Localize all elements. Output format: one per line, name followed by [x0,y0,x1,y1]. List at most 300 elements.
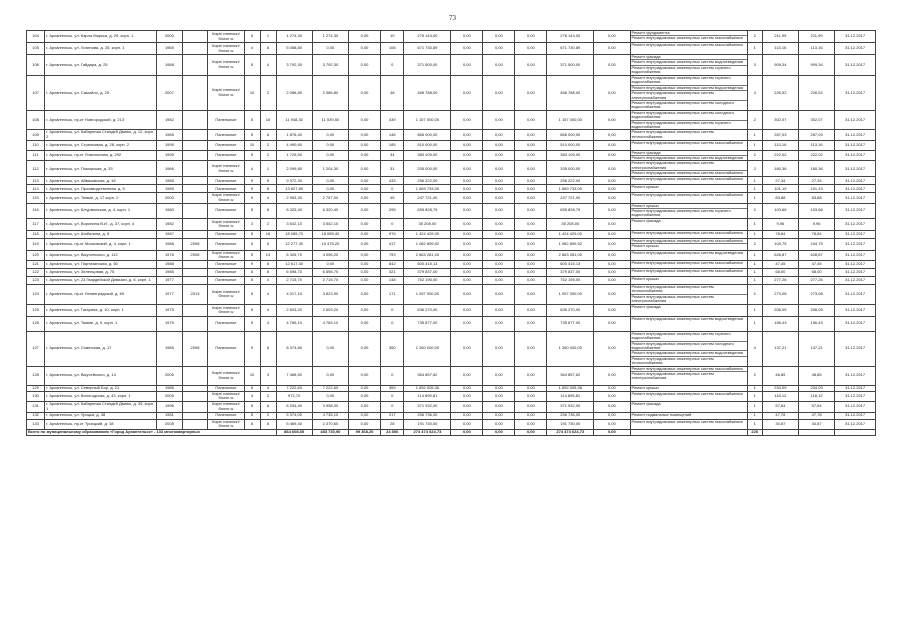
max-unit-cost-cell: 113,16 [798,140,834,150]
local-funds-cell: 0,00 [515,218,547,230]
completion-date-cell: 31.12.2017 [835,43,876,55]
max-unit-cost-cell: 57,64 [798,401,834,412]
entrances-cell: 4 [260,277,276,285]
address-cell: г. Архангельск, пр-кт Троицкий, д. 18 [45,419,157,429]
regional-funds-cell: 0,00 [483,31,515,43]
works-count-cell: 2 [747,110,762,130]
year-built-cell: 1982 [157,110,183,130]
owner-funds-cell: 1 260 000,00 [547,331,594,366]
floors-cell: 3 [244,218,260,230]
work-item: Ремонт фасада [631,401,661,406]
municipal-area-cell: 0,00 [349,261,381,269]
completion-date-cell: 31.12.2017 [835,385,876,391]
completion-date-cell: 31.12.2017 [835,150,876,161]
table-row [27,412,876,419]
regional-funds-cell: 0,00 [483,331,515,366]
other-funds-cell: 0,00 [594,130,630,140]
regional-funds-cell: 0,00 [483,177,515,185]
max-unit-cost-cell: 156,43 [798,316,834,331]
federal-funds-cell: 0,00 [451,193,483,203]
address-cell: г. Архангельск, ул. Вологодская, д. 43, корп. 1 [45,391,157,401]
total-cost-cell: 1 097 000,00 [404,285,451,305]
works-cell [630,412,747,419]
unit-cost-cell: 103,66 [762,203,798,218]
living-area-cell: 18 085,40 [312,230,348,238]
other-funds-cell: 0,00 [594,150,630,161]
residents-cell: 0 [381,316,404,331]
total-area-cell: 7 222,60 [276,385,312,391]
floors-cell: 4 [244,391,260,401]
local-funds-cell: 0,00 [515,269,547,277]
completion-date-cell: 31.12.2017 [835,261,876,269]
federal-funds-cell: 0,00 [451,238,483,250]
municipal-area-cell: 0,00 [349,43,381,55]
regional-funds-cell: 0,00 [483,130,515,140]
owner-funds-cell: 35 208,00 [547,218,594,230]
address-cell: г. Архангельск, ул. Советская, д. 17 [45,331,157,366]
regional-funds-cell: 0,00 [483,161,515,177]
unit-cost-cell: 101,19 [762,185,798,193]
completion-date-cell: 31.12.2017 [835,250,876,260]
completion-date-cell: 31.12.2017 [835,140,876,150]
works-cell [630,261,747,269]
max-unit-cost-cell: 78,84 [798,230,834,238]
total-area-cell: 18 085,70 [276,230,312,238]
regional-funds-cell: 0,00 [483,55,515,76]
work-item: Ремонт внутридомовых инженерных систем горячего водоснабжения [631,119,731,130]
federal-funds-cell: 0,00 [451,55,483,76]
total-cost-cell: 510 000,00 [404,140,451,150]
municipal-area-cell: 0,00 [349,331,381,366]
address-cell: г. Архангельск, ул. Кабарпная Стандей Двины, д. 12, корп. 2 [45,130,157,140]
municipal-area-cell: 0,00 [349,419,381,429]
work-item: Ремонт внутридомовых инженерных систем теплоснабжения [631,285,747,295]
municipal-area-cell: 0,00 [349,285,381,305]
other-funds-cell: 0,00 [594,316,630,331]
total-cost-cell: 671 730,89 [404,43,451,55]
works-cell [630,161,747,177]
regional-funds-cell: 0,00 [483,150,515,161]
floors-cell: 5 [244,304,260,316]
owner-funds-cell: 379 837,00 [547,269,594,277]
residents-cell: 0 [381,304,404,316]
entrances-cell: 16 [260,230,276,238]
residents-cell: 45 [381,193,404,203]
completion-date-cell: 31.12.2017 [835,366,876,385]
local-funds-cell: 0,00 [515,385,547,391]
unit-cost-cell: 9,96 [762,218,798,230]
floors-cell: 5 [244,31,260,43]
year-commissioned-cell [182,161,208,177]
works-count-cell: 1 [747,250,762,260]
row-number-cell: 116 [27,203,45,218]
total-area-cell: 13 827,80 [276,185,312,193]
address-cell: г. Архангельск, ул. Шабалина, д. 8 [45,230,157,238]
residents-cell: 48 [381,76,404,111]
table-row [27,161,876,177]
municipal-area-cell: 0,00 [349,177,381,185]
unit-cost-cell: 277,26 [762,277,798,285]
owner-funds-cell: 114 895,81 [547,391,594,401]
other-funds-cell: 0,00 [594,304,630,316]
unit-cost-cell: 211,99 [762,31,798,43]
local-funds-cell: 0,00 [515,110,547,130]
total-cost-cell: 1 082 899,52 [404,238,451,250]
year-built-cell: 1982 [157,218,183,230]
wall-material-cell: Кирп/ панельн/блочн ы [208,391,244,401]
address-cell: г. Архангельск, ул. Тимме, д. 17 корп. 2 [45,193,157,203]
owner-funds-cell: 191 730,00 [547,419,594,429]
unit-cost-cell: 628,87 [762,250,798,260]
row-number-cell: 114 [27,185,45,193]
other-funds-cell: 0,00 [594,230,630,238]
entrances-cell: 4 [260,385,276,391]
other-funds-cell: 0,00 [594,161,630,177]
works-count-cell: 4 [747,331,762,366]
living-area-cell: 2 757,00 [312,193,348,203]
works-cell [630,130,747,140]
total-area-cell: 5 088,80 [276,43,312,55]
work-item: Ремонт внутридомовых инженерных систем газоснабжения [631,367,747,372]
year-built-cell: 1977 [157,285,183,305]
other-funds-cell: 0,00 [594,250,630,260]
total-local-cell: 0,00 [515,429,547,435]
table-row [27,366,876,385]
entrances-cell: 6 [260,203,276,218]
owner-funds-cell: 866 000,00 [547,130,594,140]
year-built-cell: 1995 [157,140,183,150]
row-number-cell: 107 [27,76,45,111]
other-funds-cell: 0,00 [594,277,630,285]
living-area-cell: 2 086,80 [312,76,348,111]
owner-funds-cell: 1 424 429,00 [547,230,594,238]
wall-material-cell: Панельные [208,110,244,130]
entrances-cell: 1 [260,161,276,177]
owner-funds-cell: 636 270,00 [547,304,594,316]
row-number-cell: 104 [27,31,45,43]
year-built-cell: 1975 [157,304,183,316]
living-area-cell: 10 475,20 [312,238,348,250]
works-count-cell: 2 [747,203,762,218]
completion-date-cell: 31.12.2017 [835,277,876,285]
floors-cell: 4 [244,161,260,177]
living-area-cell: 3 823,90 [312,285,348,305]
work-item: Ремонт внутридомовых инженерных систем теплоснабжения [631,355,714,366]
work-item: Ремонт крыши [631,276,659,282]
row-number-cell: 129 [27,385,45,391]
entrances-cell: 6 [260,419,276,429]
address-cell: г. Архангельск, ул. Гайдара, д. 25 [45,55,157,76]
regional-funds-cell: 0,00 [483,218,515,230]
max-unit-cost-cell: 103,66 [798,203,834,218]
regional-funds-cell: 0,00 [483,140,515,150]
total-area-cell: 864 608,65 [276,429,312,435]
year-commissioned-cell [182,401,208,412]
housing-repair-table [26,30,876,436]
municipal-area-cell: 0,00 [349,203,381,218]
works-count-cell: 1 [747,261,762,269]
owner-funds-cell: 371 500,00 [547,55,594,76]
floors-cell: 5 [244,401,260,412]
living-area-cell: 1 204,30 [312,161,348,177]
floors-cell: 5 [244,55,260,76]
owner-funds-cell: 510 000,00 [547,140,594,150]
unit-cost-cell: 156,43 [762,316,798,331]
regional-funds-cell: 0,00 [483,269,515,277]
row-number-cell: 110 [27,140,45,150]
works-cell [630,177,747,185]
federal-funds-cell: 0,00 [451,150,483,161]
regional-funds-cell: 0,00 [483,385,515,391]
local-funds-cell: 0,00 [515,285,547,305]
year-commissioned-cell: 2013 [182,285,208,305]
local-funds-cell: 0,00 [515,55,547,76]
federal-funds-cell: 0,00 [451,76,483,111]
work-item: Ремонт внутридомовых инженерных систем водоотведения [631,351,747,356]
municipal-area-cell: 0,00 [349,277,381,285]
residents-cell: 842 [381,261,404,269]
address-cell: г. Архангельск, ул. Кабарпная Стандей Двины, д. 39, корп. 1 [45,401,157,412]
work-item: Ремонт фасада [631,55,747,60]
works-cell [630,391,747,401]
other-funds-cell: 0,00 [594,366,630,385]
unit-cost-cell: 118,12 [762,391,798,401]
year-built-cell: 1977 [157,277,183,285]
max-unit-cost-cell: 83,88 [798,193,834,203]
unit-cost-cell: 57,64 [762,401,798,412]
entrances-cell: 2 [260,150,276,161]
work-item: Ремонт крыши [631,184,659,190]
municipal-area-cell: 0,00 [349,150,381,161]
year-commissioned-cell [182,110,208,130]
works-cell [630,230,747,238]
total-area-cell: 3 792,30 [276,55,312,76]
floors-cell: 10 [244,140,260,150]
table-row [27,238,876,250]
max-unit-cost-cell: 302,07 [798,110,834,130]
completion-date-cell: 31.12.2017 [835,193,876,203]
work-item: Ремонт внутридомовых инженерных систем электроснабжения [631,91,747,101]
year-commissioned-cell [182,261,208,269]
work-item: Ремонт внутридомовых инженерных систем холодного водоснабжения [631,342,747,352]
wall-material-cell: Панельные [208,412,244,419]
work-item: Ремонт фасада [631,304,661,309]
works-cell [630,43,747,55]
completion-date-cell: 31.12.2017 [835,110,876,130]
total-owner-cell: 274 474 624,73 [547,429,594,435]
total-cost-cell: 636 270,00 [404,304,451,316]
residents-cell: 10 [381,31,404,43]
address-cell: г. Архангельск, ул. Зеленцовая, д. 75 [45,269,157,277]
year-built-cell: 1985 [157,269,183,277]
entrances-cell: 6 [260,401,276,412]
works-count-cell: 1 [747,277,762,285]
federal-funds-cell: 0,00 [451,285,483,305]
total-works-count-cell: 226 [747,429,762,435]
floors-cell: 5 [244,316,260,331]
floors-cell: 5 [244,385,260,391]
total-cost-cell: 2 663 281,00 [404,250,451,260]
living-area-cell: 4 765,10 [312,316,348,331]
total-cost-cell: 383 109,00 [404,150,451,161]
works-cell [630,366,747,385]
table-row [27,76,876,111]
local-funds-cell: 0,00 [515,250,547,260]
work-item: Ремонт внутридомовых инженерных систем холодного водоснабжения [631,111,747,121]
floors-cell: 5 [244,130,260,140]
year-commissioned-cell [182,230,208,238]
owner-funds-cell: 2 663 281,00 [547,250,594,260]
address-cell: г. Архангельск, ул. Логинова, д. 25, корп. 1 [45,43,157,55]
works-cell [630,316,747,331]
year-built-cell: 1996 [157,401,183,412]
row-number-cell: 113 [27,177,45,185]
max-unit-cost-cell: 9,96 [798,218,834,230]
entrances-cell: 13 [260,250,276,260]
row-number-cell: 119 [27,238,45,250]
year-commissioned-cell [182,140,208,150]
regional-funds-cell: 0,00 [483,238,515,250]
regional-funds-cell: 0,00 [483,43,515,55]
wall-material-cell: Панельные [208,261,244,269]
table-row [27,304,876,316]
works-count-cell: 1 [747,218,762,230]
total-cost-cell: 371 932,00 [404,401,451,412]
municipal-area-cell: 0,00 [349,250,381,260]
local-funds-cell: 0,00 [515,193,547,203]
residents-cell: 185 [381,140,404,150]
unit-cost-cell: 267,03 [762,130,798,140]
federal-funds-cell: 0,00 [451,110,483,130]
total-cost-cell: 371 500,00 [404,55,451,76]
federal-funds-cell: 0,00 [451,203,483,218]
row-number-cell: 123 [27,277,45,285]
other-funds-cell: 0,00 [594,76,630,111]
completion-date-cell: 31.12.2017 [835,285,876,305]
entrances-cell: 2 [260,218,276,230]
residents-cell: 148 [381,277,404,285]
table-row [27,316,876,331]
total-empty-cell [762,429,798,435]
owner-funds-cell: 1 082 899,52 [547,238,594,250]
living-area-cell: 3 792,30 [312,55,348,76]
unit-cost-cell: 160,36 [762,161,798,177]
floors-cell: 9 [244,185,260,193]
regional-funds-cell: 0,00 [483,304,515,316]
works-cell [630,193,747,203]
total-area-cell: 972,70 [276,391,312,401]
wall-material-cell: Панельные [208,331,244,366]
max-unit-cost-cell: 48,85 [798,366,834,385]
living-area-cell: 0,00 [312,185,348,193]
total-cost-cell: 735 877,00 [404,316,451,331]
total-area-cell: 6 598,70 [276,269,312,277]
other-funds-cell: 0,00 [594,218,630,230]
federal-funds-cell: 0,00 [451,177,483,185]
row-number-cell: 117 [27,218,45,230]
entrances-cell: 2 [260,140,276,150]
wall-material-cell: Кирп/ панельн/блочн ы [208,366,244,385]
total-residents-cell: 24 806 [381,429,404,435]
other-funds-cell: 0,00 [594,391,630,401]
completion-date-cell: 31.12.2017 [835,304,876,316]
row-number-cell: 126 [27,316,45,331]
unit-cost-cell: 78,84 [762,230,798,238]
living-area-cell: 1 274,30 [312,31,348,43]
floors-cell: 5 [244,285,260,305]
row-number-cell: 118 [27,230,45,238]
municipal-area-cell: 0,00 [349,185,381,193]
federal-funds-cell: 0,00 [451,331,483,366]
wall-material-cell: Панельные [208,185,244,193]
year-built-cell: 2000 [157,31,183,43]
row-number-cell: 122 [27,269,45,277]
municipal-area-cell: 0,00 [349,316,381,331]
living-area-cell: 2 715,70 [312,277,348,285]
table-row [27,31,876,43]
federal-funds-cell: 0,00 [451,366,483,385]
max-unit-cost-cell: 68,00 [798,269,834,277]
living-area-cell: 0,00 [312,261,348,269]
living-area-cell: 7 222,60 [312,385,348,391]
max-unit-cost-cell: 277,26 [798,277,834,285]
works-cell [630,285,747,305]
floors-cell: 4 [244,43,260,55]
max-unit-cost-cell: 47,78 [798,412,834,419]
owner-funds-cell: 671 730,89 [547,43,594,55]
total-area-cell: 1 274,30 [276,31,312,43]
works-cell [630,304,747,316]
local-funds-cell: 0,00 [515,277,547,285]
work-item: Ремонт внутридомовых инженерных систем водоотведения [631,155,744,161]
work-item: Ремонт внутридомовых инженерных систем теплоснабжения [631,129,714,139]
total-cost-cell: 1 157 000,00 [404,110,451,130]
floors-cell: 10 [244,76,260,111]
unit-cost-cell: 909,34 [762,55,798,76]
year-commissioned-cell [182,193,208,203]
municipal-area-cell: 0,00 [349,193,381,203]
residents-cell: 146 [381,130,404,140]
works-cell [630,55,747,76]
unit-cost-cell: 226,52 [762,76,798,111]
regional-funds-cell: 0,00 [483,193,515,203]
unit-cost-cell: 47,78 [762,412,798,419]
total-living-area-cell: 483 730,90 [312,429,348,435]
federal-funds-cell: 0,00 [451,230,483,238]
owner-funds-cell: 752 195,00 [547,277,594,285]
table-row [27,177,876,185]
address-cell: г. Архангельск, пр-кт Московский, д. 4, корп. 1 [45,238,157,250]
year-commissioned-cell [182,366,208,385]
page-number: 73 [449,14,456,22]
completion-date-cell: 31.12.2017 [835,76,876,111]
table-row [27,419,876,429]
address-cell: г. Архангельск, пр-кт Ленинградский, д. 69 [45,285,157,305]
year-built-cell: 2007 [157,76,183,111]
living-area-cell: 11 539,50 [312,110,348,130]
regional-funds-cell: 0,00 [483,401,515,412]
municipal-area-cell: 0,00 [349,76,381,111]
local-funds-cell: 0,00 [515,76,547,111]
regional-funds-cell: 0,00 [483,412,515,419]
entrances-cell: 8 [260,269,276,277]
year-built-cell: 1965 [157,43,183,55]
total-empty-cell [798,429,834,435]
row-number-cell: 106 [27,55,45,76]
local-funds-cell: 0,00 [515,391,547,401]
work-item: Ремонт внутридомовых инженерных систем газоснабжения [631,192,743,198]
municipal-area-cell: 0,00 [349,130,381,140]
